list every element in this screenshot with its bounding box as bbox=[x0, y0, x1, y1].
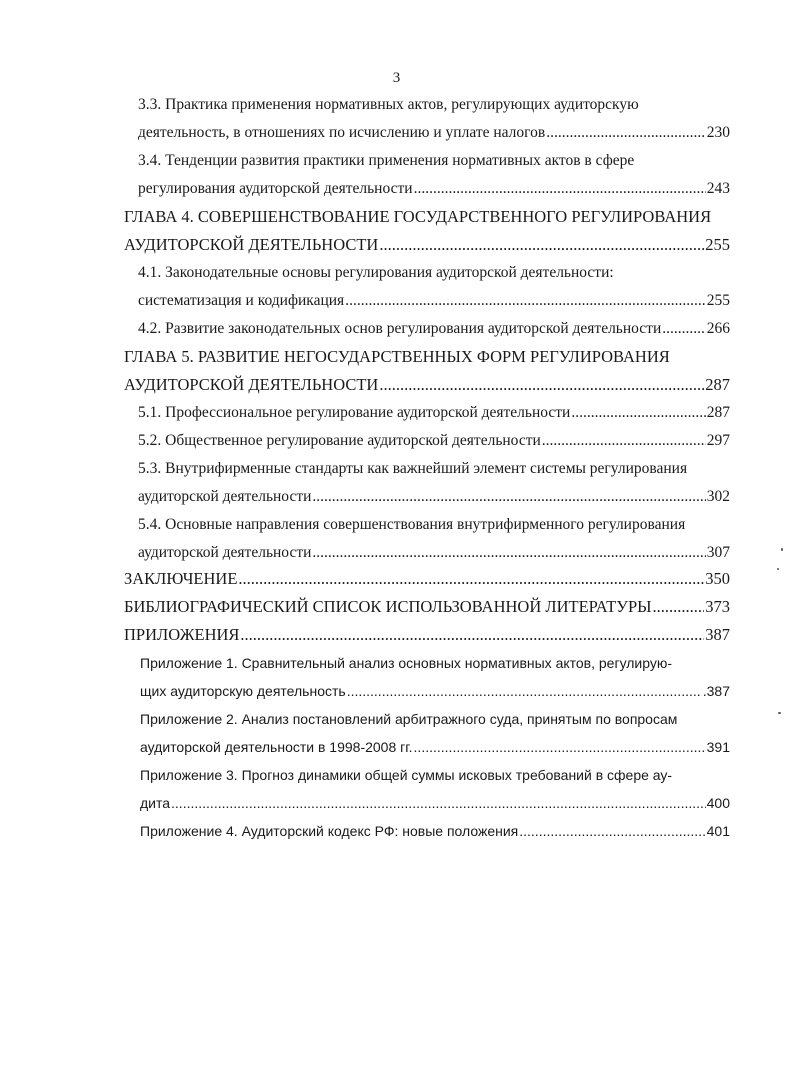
toc-page-number: 387 bbox=[705, 625, 730, 644]
dot-leader bbox=[171, 790, 706, 816]
toc-entry-3-4-line-2 bbox=[138, 176, 730, 202]
dot-leader bbox=[345, 288, 706, 314]
toc-entry-text: аудиторской деятельности bbox=[138, 488, 312, 505]
toc-appendix-4 bbox=[140, 818, 730, 844]
toc-page-number: 373 bbox=[705, 597, 730, 616]
toc-entry-text: систематизация и кодификация bbox=[138, 292, 345, 309]
dot-leader bbox=[414, 176, 706, 202]
toc-page-number: .387 bbox=[702, 683, 730, 699]
dot-leader bbox=[571, 400, 705, 426]
toc-appendix-3-line-1: Приложение 3. Прогноз динамики общей суммы исковых требований в сфере ау- bbox=[140, 767, 673, 783]
scan-speck bbox=[781, 548, 783, 551]
toc-page-number: 400 bbox=[706, 795, 730, 811]
scan-speck bbox=[778, 712, 781, 714]
dot-leader bbox=[379, 372, 704, 398]
toc-conclusion bbox=[124, 566, 730, 592]
toc-chapter-5-line-1: ГЛАВА 5. РАЗВИТИЕ НЕГОСУДАРСТВЕННЫХ ФОРМ РЕГУЛИРОВАНИЯ bbox=[124, 347, 670, 366]
dot-leader bbox=[312, 484, 705, 510]
toc-appendix-1-line-1: Приложение 1. Сравнительный анализ основных нормативных актов, регулирую- bbox=[140, 655, 673, 671]
toc-entry-5-3-line-2 bbox=[138, 484, 730, 510]
toc-appendix-3-line-2 bbox=[140, 790, 730, 816]
dot-leader bbox=[379, 232, 704, 258]
toc-entry-3-3-line-2 bbox=[138, 120, 730, 146]
toc-entry-text: ЗАКЛЮЧЕНИЕ bbox=[124, 569, 238, 588]
toc-page-number: 287 bbox=[705, 375, 730, 394]
toc-page-number: 255 bbox=[705, 235, 730, 254]
dot-leader bbox=[662, 316, 705, 342]
toc-page-number: 243 bbox=[706, 180, 730, 197]
toc-page-number: 307 bbox=[706, 544, 730, 561]
toc-entry-text: 5.1. Профессиональное регулирование аудиторской деятельности bbox=[138, 404, 571, 421]
toc-entry-text: регулирования аудиторской деятельности bbox=[138, 180, 413, 197]
toc-entry-4-1-line-2 bbox=[138, 288, 730, 314]
dot-leader bbox=[414, 734, 706, 760]
page-number: 3 bbox=[392, 70, 401, 86]
toc-entry-3-3-line-1: 3.3. Практика применения нормативных актов, регулирующих аудиторскую bbox=[138, 96, 639, 113]
toc-entry-text: аудиторской деятельности bbox=[138, 544, 312, 561]
toc-entry-text: 5.2. Общественное регулирование аудиторской деятельности bbox=[138, 432, 541, 449]
dot-leader bbox=[653, 594, 705, 620]
toc-chapter-5-line-2 bbox=[124, 372, 730, 398]
toc-entry-4-2 bbox=[138, 316, 730, 342]
toc-entry-text: деятельность, в отношениях по исчислению и уплате налогов bbox=[138, 124, 546, 141]
toc-entry-5-3-line-1: 5.3. Внутрифирменные стандарты как важнейший элемент системы регулирования bbox=[138, 460, 688, 477]
toc-appendix-1-line-2 bbox=[140, 678, 730, 704]
toc-page-number: 297 bbox=[706, 432, 730, 449]
toc-page-number: 266 bbox=[706, 320, 730, 337]
toc-entry-5-4-line-2 bbox=[138, 540, 730, 566]
toc-entry-5-4-line-1: 5.4. Основные направления совершенствования внутрифирменного регулирования bbox=[138, 516, 686, 533]
dot-leader bbox=[546, 120, 706, 146]
toc-entry-4-1-line-1: 4.1. Законодательные основы регулирования аудиторской деятельности: bbox=[138, 264, 614, 281]
dot-leader bbox=[542, 428, 706, 454]
dot-leader bbox=[240, 622, 704, 648]
toc-chapter-4-line-1: ГЛАВА 4. СОВЕРШЕНСТВОВАНИЕ ГОСУДАРСТВЕННОГО РЕГУЛИРОВАНИЯ bbox=[124, 207, 712, 226]
toc-page-number: 391 bbox=[706, 739, 730, 755]
toc-appendices bbox=[124, 622, 730, 648]
toc-entry-text: АУДИТОРСКОЙ ДЕЯТЕЛЬНОСТИ bbox=[124, 235, 379, 254]
dot-leader bbox=[347, 678, 702, 704]
dot-leader bbox=[519, 818, 705, 844]
toc-appendix-2-line-1: Приложение 2. Анализ постановлений арбитражного суда, принятым по вопросам bbox=[140, 711, 678, 727]
toc-entry-text: 4.2. Развитие законодательных основ регулирования аудиторской деятельности bbox=[138, 320, 662, 337]
toc-chapter-4-line-2 bbox=[124, 232, 730, 258]
toc-entry-3-4-line-1: 3.4. Тенденции развития практики применения нормативных актов в сфере bbox=[138, 152, 635, 169]
toc-entry-text: щих аудиторскую деятельность bbox=[140, 683, 346, 699]
toc-entry-text: ПРИЛОЖЕНИЯ bbox=[124, 625, 240, 644]
scan-speck bbox=[777, 568, 779, 570]
toc-entry-5-2 bbox=[138, 428, 730, 454]
toc-page-number: 401 bbox=[706, 823, 730, 839]
dot-leader bbox=[312, 540, 705, 566]
toc-entry-text: дита bbox=[140, 795, 171, 811]
toc-entry-5-1 bbox=[138, 400, 730, 426]
toc-entry-text: Приложение 4. Аудиторский кодекс РФ: новые положения bbox=[140, 823, 519, 839]
toc-bibliography bbox=[124, 594, 730, 620]
toc-page-number: 287 bbox=[706, 404, 730, 421]
dot-leader bbox=[238, 566, 704, 592]
toc-entry-text: БИБЛИОГРАФИЧЕСКИЙ СПИСОК ИСПОЛЬЗОВАННОЙ ЛИТЕРАТУРЫ bbox=[124, 597, 652, 616]
toc-entry-text: аудиторской деятельности в 1998-2008 гг. bbox=[140, 739, 413, 755]
toc-appendix-2-line-2 bbox=[140, 734, 730, 760]
toc-page-number: 255 bbox=[706, 292, 730, 309]
toc-page-number: 302 bbox=[706, 488, 730, 505]
toc-page-number: 230 bbox=[706, 124, 730, 141]
toc-entry-text: АУДИТОРСКОЙ ДЕЯТЕЛЬНОСТИ bbox=[124, 375, 379, 394]
toc-page-number: 350 bbox=[705, 569, 730, 588]
